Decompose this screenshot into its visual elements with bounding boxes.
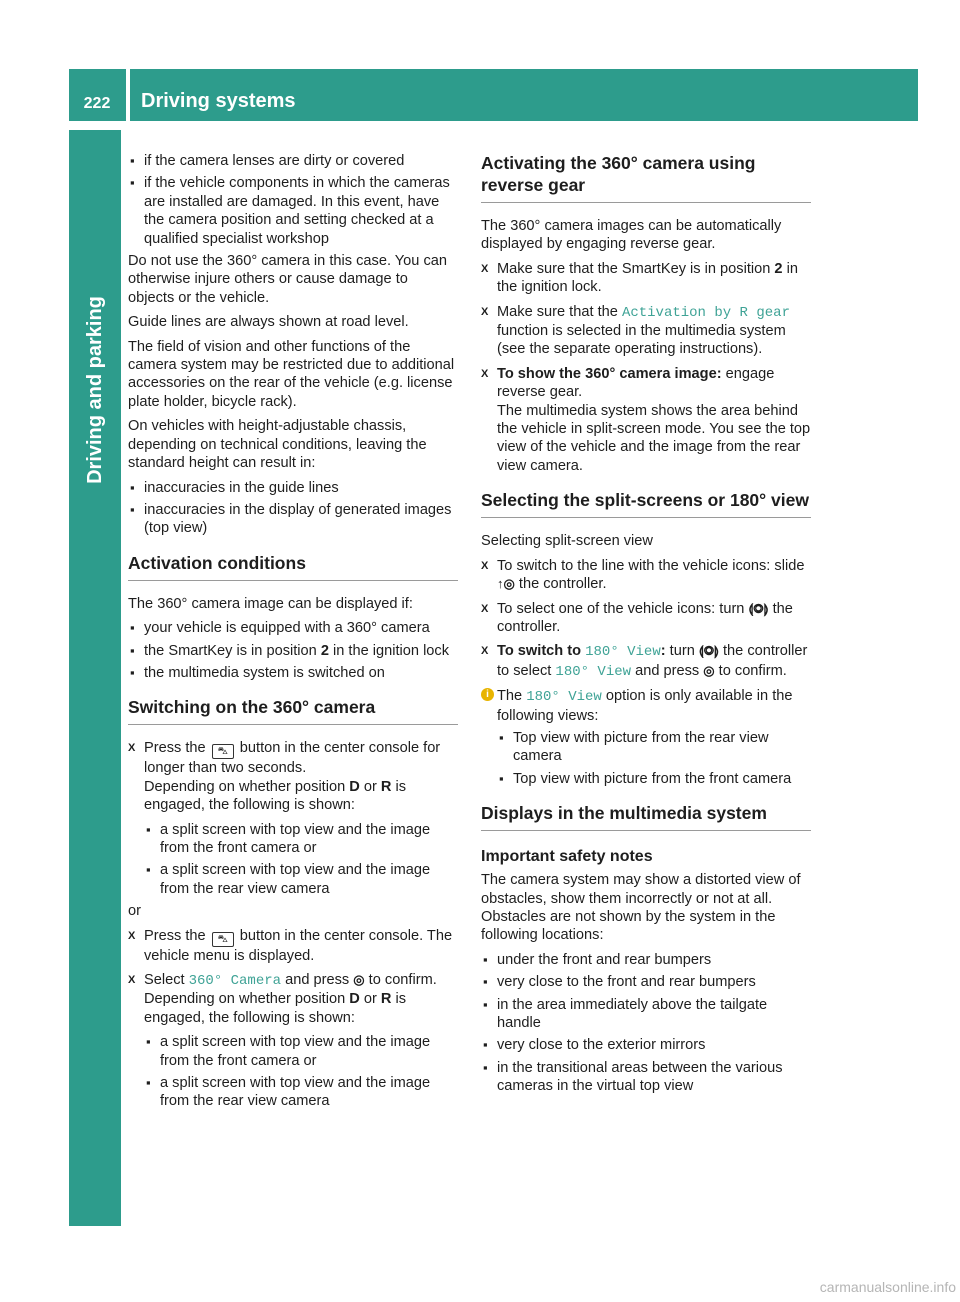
paragraph: The 360° camera image can be displayed if: [128, 595, 413, 612]
step-item [481, 642, 811, 681]
text: to confirm. [368, 972, 437, 988]
chapter-side-tab [69, 130, 121, 1226]
step-marker-icon: X [128, 974, 136, 986]
text: function is selected in the multimedia system (see the separate operating instructions). [497, 323, 786, 358]
controller-slide-icon: ↑◎ [497, 576, 515, 592]
step-marker-icon: X [481, 305, 489, 318]
paragraph: Do not use the 360° camera in this case. You can otherwise injure others or cause damage to objects or the vehicle. [128, 253, 447, 306]
step-marker-icon: X [481, 602, 489, 615]
gear-r: R [380, 778, 392, 795]
list-item: ▪ very close to the front and rear bumpers [481, 973, 811, 991]
page-header [69, 69, 918, 121]
list-item: ▪ inaccuracies in the display of generated images (top view) [128, 501, 458, 538]
step-item [128, 739, 458, 814]
gear-r: R [380, 991, 392, 1008]
text: Press the [144, 740, 206, 757]
text: option is only available in the following views: [497, 688, 793, 724]
section-title: Driving systems [141, 90, 296, 112]
text: button in the center console. The vehicle menu is displayed. [144, 927, 453, 964]
header-divider [126, 69, 130, 121]
paragraph: Selecting split-screen view [481, 533, 653, 550]
list-item: ▪ your vehicle is equipped with a 360° camera [128, 619, 458, 637]
text: or [359, 778, 381, 795]
text: Depending on whether position [144, 778, 350, 795]
list-item: ▪ if the camera lenses are dirty or covered [128, 152, 458, 170]
menu-item-180-view: 180° View [555, 663, 632, 680]
list-item: ▪ very close to the exterior mirrors [481, 1036, 811, 1054]
left-column [128, 152, 458, 1115]
text: Make sure that the SmartKey is in position [497, 260, 775, 277]
text: turn [669, 643, 695, 660]
info-note [481, 687, 811, 725]
list-item: ▪ a split screen with top view and the image from the front camera or [144, 1033, 458, 1070]
chapter-label-wrapper [84, 296, 106, 484]
info-icon: i [481, 688, 494, 701]
step-item [481, 260, 811, 297]
heading-switching-on: Switching on the 360° camera [128, 696, 458, 725]
text: To select one of the vehicle icons: turn [497, 600, 745, 617]
list-item: ▪ a split screen with top view and the image from the rear view camera [144, 1074, 458, 1111]
step-marker-icon: X [481, 645, 489, 658]
text: the controller to select [497, 643, 808, 679]
text: in the ignition lock. [497, 260, 798, 296]
step-item [481, 557, 811, 594]
subheading-safety-notes: Important safety notes [481, 848, 653, 866]
paragraph: The field of vision and other functions of the camera system may be restricted due to additional accessories on the rear of the vehicle (e.g. license plate holder, bicycle rack). [128, 338, 455, 410]
step-marker-icon: X [128, 929, 136, 942]
text: To switch to the line with the vehicle icons: slide [497, 557, 805, 574]
paragraph: The camera system may show a distorted view of obstacles, show them incorrectly or not at all. Obstacles are not shown by the system in the following locations: [481, 872, 801, 944]
controller-turn-icon: ⟬◎⟭ [748, 600, 769, 616]
right-column [481, 152, 811, 1100]
text: The multimedia system shows the area behind the vehicle in split-screen mode. You see the top view of the vehicle and the image from the rear view camera. [497, 402, 811, 474]
text: Press the [144, 927, 206, 944]
text: Depending on whether position [144, 991, 350, 1008]
step-item [128, 927, 458, 965]
vehicle-button-icon: ⛍ [212, 744, 234, 759]
text: is engaged, the following is shown: [144, 991, 407, 1026]
step-item [481, 365, 811, 475]
position-value: 2 [774, 260, 783, 277]
paragraph: On vehicles with height-adjustable chassis, depending on technical conditions, leaving the standard height can result in: [128, 418, 427, 472]
text: and press [635, 662, 700, 679]
step-item [481, 600, 811, 637]
text: or [359, 991, 381, 1008]
list-item: ▪ a split screen with top view and the image from the rear view camera [144, 861, 458, 898]
list-item [128, 642, 458, 660]
controller-press-icon: ◎ [703, 662, 715, 678]
menu-item-180-view: 180° View [526, 689, 602, 706]
text: in the ignition lock [328, 642, 450, 659]
position-value: 2 [320, 642, 329, 659]
step-lead: To show the 360° camera image: [497, 365, 722, 382]
page-number: 222 [83, 95, 111, 112]
text: the controller. [497, 600, 793, 635]
list-item: ▪ under the front and rear bumpers [481, 951, 811, 969]
text: and press [285, 972, 350, 988]
text: Make sure that the [497, 303, 618, 320]
step-marker-icon: X [481, 559, 489, 572]
list-item: ▪ a split screen with top view and the image from the front camera or [144, 821, 458, 858]
text: button in the center console for longer than two seconds. [144, 740, 441, 777]
list-item: ▪ Top view with picture from the front camera [497, 770, 811, 788]
controller-press-icon: ◎ [353, 972, 365, 987]
menu-item-180-view: 180° View [585, 644, 661, 661]
step-lead: To switch to [497, 643, 582, 660]
list-item: ▪ in the transitional areas between the various cameras in the virtual top view [481, 1059, 811, 1096]
watermark: carmanualsonline.info [819, 1279, 956, 1295]
vehicle-button-icon: ⛍ [212, 932, 234, 947]
text: The [497, 688, 523, 705]
controller-turn-icon: ⟬◎⟭ [698, 643, 719, 659]
heading-split-screens: Selecting the split-screens or 180° view [481, 489, 811, 518]
list-item: ▪ inaccuracies in the guide lines [128, 479, 458, 497]
list-item: ▪ if the vehicle components in which the cameras are installed are damaged. In this event, have the camera position and setting checked at a qualified specialist workshop [128, 174, 458, 248]
text: the controller. [518, 576, 607, 593]
heading-activation-conditions: Activation conditions [128, 552, 458, 581]
text: Select [144, 972, 185, 988]
step-marker-icon: X [128, 742, 136, 755]
chapter-label: Driving and parking [84, 296, 106, 484]
text: is engaged, the following is shown: [144, 778, 407, 814]
list-item: ▪ the multimedia system is switched on [128, 664, 458, 682]
gear-d: D [349, 991, 360, 1008]
paragraph: Guide lines are always shown at road level. [128, 314, 409, 331]
gear-d: D [349, 778, 360, 795]
text: to confirm. [718, 662, 787, 679]
colon: : [660, 643, 666, 660]
list-item: ▪ Top view with picture from the rear view camera [497, 729, 811, 766]
step-marker-icon: X [481, 367, 489, 380]
step-marker-icon: X [481, 262, 489, 275]
menu-item-360-camera: 360° Camera [188, 973, 282, 989]
heading-displays: Displays in the multimedia system [481, 802, 811, 831]
list-item: ▪ in the area immediately above the tailgate handle [481, 996, 811, 1033]
or-text: or [128, 903, 141, 920]
step-item [481, 303, 811, 359]
paragraph: The 360° camera images can be automatically displayed by engaging reverse gear. [481, 218, 782, 253]
text: engage reverse gear. [497, 365, 775, 401]
step-item [128, 971, 458, 1027]
menu-item-activation-by-r-gear: Activation by R gear [621, 304, 790, 321]
text: the SmartKey is in position [144, 642, 321, 659]
heading-reverse-gear: Activating the 360° camera using reverse gear [481, 152, 811, 203]
